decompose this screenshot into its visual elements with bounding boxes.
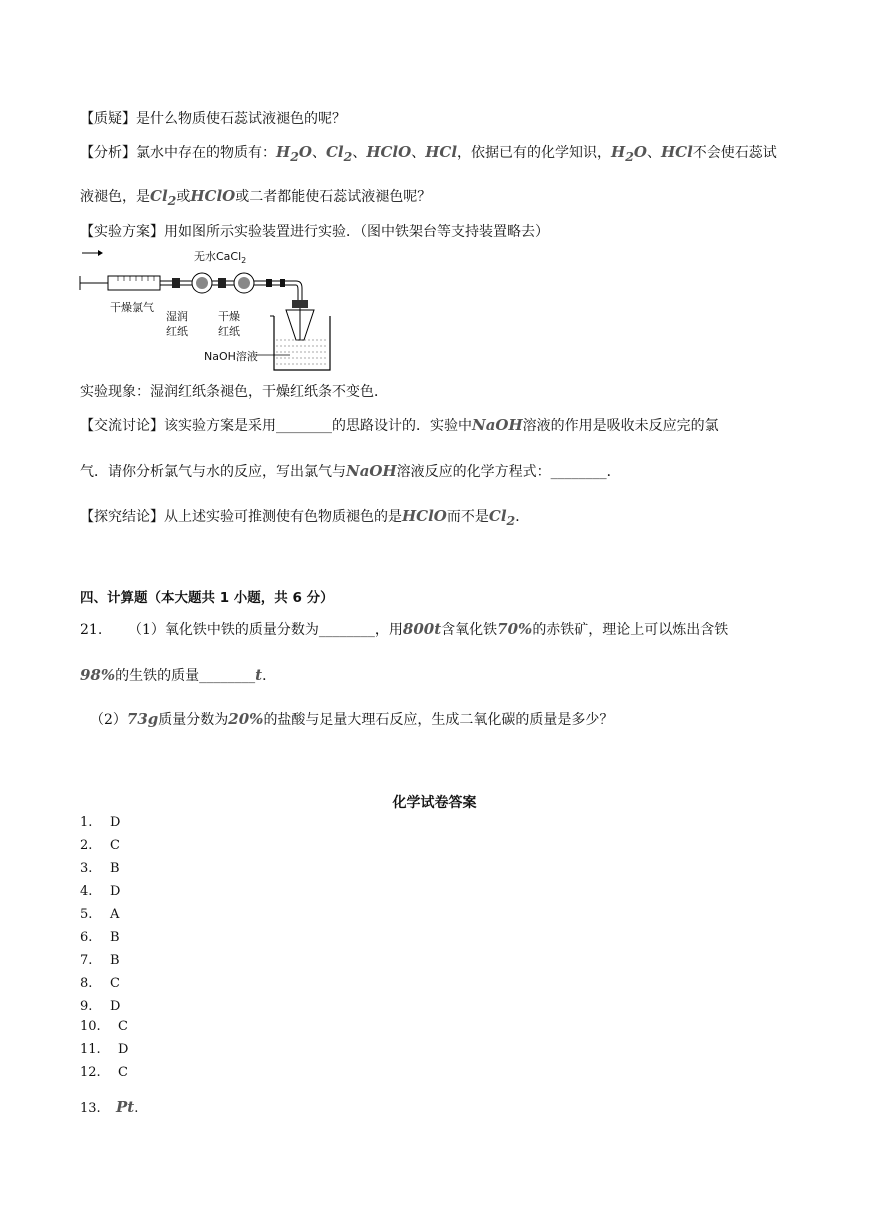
answer-row: [80, 999, 120, 1014]
value-70pct: 70%: [497, 620, 533, 638]
q21-number: 21.: [80, 622, 103, 638]
formula-h2o: $H_2O$: [276, 143, 312, 164]
discussion-line-2: 气．请你分析氯气与水的反应，写出氯气与NaOH溶液反应的化学方程式：________．: [80, 462, 621, 480]
value-98pct: 98%: [80, 666, 116, 684]
blank-1: ________: [276, 418, 332, 434]
answer-number: 9.: [80, 999, 93, 1014]
answer-value: C: [118, 1019, 128, 1034]
answer-row: [80, 1065, 128, 1080]
value-73g: 73g: [126, 710, 159, 728]
q21-part-2: （2）73g质量分数为20%的盐酸与足量大理石反应，生成二氧化碳的质量是多少？: [90, 710, 614, 728]
formula-h2o-2: $H_2O$: [611, 143, 647, 164]
naoh-label: NaOH溶液: [204, 350, 258, 363]
answer-row: [80, 861, 120, 876]
formula-hcl-2: HCl: [660, 143, 693, 161]
answer-value: C: [118, 1065, 128, 1080]
formula-cl2-3: $Cl_2$: [488, 507, 516, 528]
analysis-line-2: 液褪色，是$Cl_2$或HClO或二者都能使石蕊试液褪色呢？: [80, 187, 432, 208]
answer-value: B: [110, 953, 120, 968]
dry-label-2: 红纸: [218, 325, 240, 338]
dry-chlorine-label: 干燥氯气: [110, 301, 154, 314]
answer-row: [80, 907, 119, 922]
q21-line-1: 21. （1）氧化铁中铁的质量分数为________，用800t含氧化铁70%的赤铁矿，理论上可以炼出含铁: [80, 620, 729, 638]
value-20pct: 20%: [228, 710, 264, 728]
conclusion-line: 【探究结论】从上述实验可推测使有色物质褪色的是HClO而不是$Cl_2$．: [80, 507, 530, 528]
formula-hcl: HCl: [425, 143, 458, 161]
answer-number: 2.: [80, 838, 93, 853]
answer-value: C: [110, 976, 120, 991]
answer-row: [80, 884, 120, 899]
analysis-prefix: 【分析】氯水中存在的物质有：: [80, 145, 276, 161]
answer-row: [80, 976, 120, 991]
phenomenon-line: 实验现象：湿润红纸条褪色，干燥红纸条不变色．: [80, 384, 388, 400]
q21-blank-2: ________: [199, 668, 256, 684]
answer-value: B: [110, 861, 120, 876]
answer-number: 5.: [80, 907, 93, 922]
q21-line-2: 98%的生铁的质量________t．: [80, 666, 277, 684]
answer-number: 3.: [80, 861, 93, 876]
answer-13: 13. Pt.: [80, 1098, 139, 1116]
section-heading-4: 四、计算题（本大题共 1 小题，共 6 分）: [80, 590, 334, 606]
formula-pt: Pt: [116, 1098, 135, 1116]
answer-number: 12.: [80, 1065, 101, 1080]
answer-number: 11.: [80, 1042, 101, 1057]
analysis-line-1: 【分析】氯水中存在的物质有：$H_2O$、$Cl_2$、HClO、HCl，依据已有的化学知识，$H_2O$、HCl不会使石蕊试: [80, 143, 777, 164]
plan-line: 【实验方案】用如图所示实验装置进行实验．（图中铁架台等支持装置略去）: [80, 224, 549, 240]
formula-hclo-2: HClO: [190, 187, 236, 205]
answer-row: [80, 838, 120, 853]
answer-row: [80, 1019, 128, 1034]
answer-value: C: [110, 838, 120, 853]
formula-cl2: $Cl_2$: [325, 143, 353, 164]
wet-label-1: 湿润: [166, 310, 188, 323]
formula-hclo: HClO: [366, 143, 412, 161]
blank-2: ________: [550, 464, 607, 480]
answer-number: 1.: [80, 815, 93, 830]
discussion-line-1: 【交流讨论】该实验方案是采用________的思路设计的．实验中NaOH溶液的作用是吸收未反应完的氯: [80, 416, 719, 434]
answer-row: [80, 953, 120, 968]
answer-value: D: [118, 1042, 129, 1057]
answer-title: 化学试卷答案: [392, 795, 477, 811]
value-800t: 800t: [402, 620, 442, 638]
answer-number: 7.: [80, 953, 93, 968]
answer-value: D: [110, 999, 121, 1014]
answer-row: [80, 815, 120, 830]
wet-label-2: 红纸: [166, 325, 188, 338]
answer-value: A: [110, 907, 120, 922]
dry-label-1: 干燥: [218, 310, 240, 323]
answer-value: D: [110, 884, 121, 899]
answer-number: 6.: [80, 930, 93, 945]
anhydrous-label: 无水CaCl$_2$: [194, 250, 247, 266]
answer-number: 4.: [80, 884, 93, 899]
unit-t: t: [255, 666, 263, 684]
answer-value: D: [110, 815, 121, 830]
formula-naoh-2: NaOH: [346, 462, 397, 480]
answer-value: B: [110, 930, 120, 945]
q21-blank-1: ________: [318, 622, 375, 638]
doubt-line: 【质疑】是什么物质使石蕊试液褪色的呢？: [80, 111, 346, 127]
formula-cl2-2: $Cl_2$: [150, 187, 177, 208]
answer-number: 8.: [80, 976, 93, 991]
formula-naoh: NaOH: [472, 416, 523, 434]
formula-hclo-3: HClO: [402, 507, 447, 525]
answer-number: 13.: [80, 1101, 101, 1116]
answer-number: 10.: [80, 1019, 101, 1034]
answer-row: [80, 930, 120, 945]
apparatus-diagram: [78, 244, 348, 376]
answer-row: [80, 1042, 128, 1057]
